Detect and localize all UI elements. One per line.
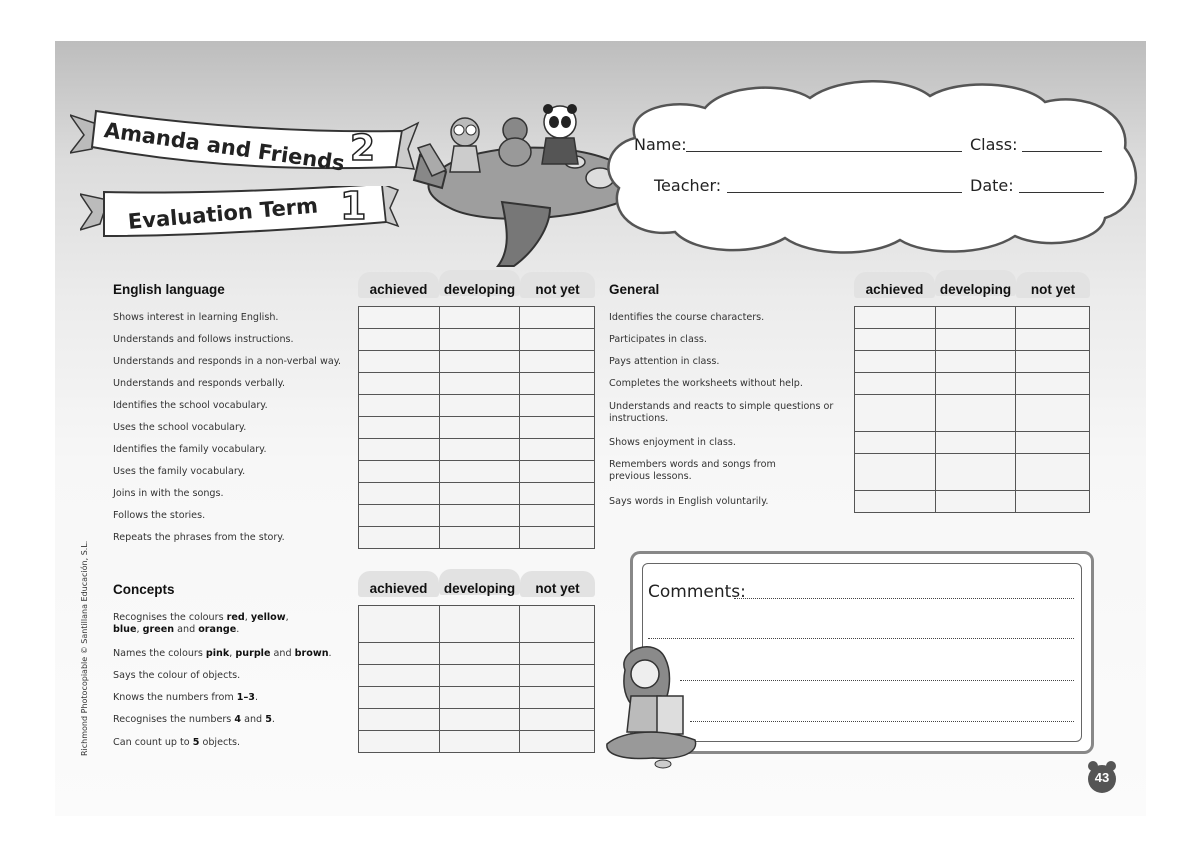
grid-cell[interactable]: [520, 665, 595, 687]
grid-cell[interactable]: [359, 351, 440, 373]
info-cloud: [605, 78, 1145, 263]
grid-cell[interactable]: [359, 606, 440, 643]
name-label: Name:: [634, 135, 687, 154]
grid-cell[interactable]: [855, 373, 936, 395]
class-label: Class:: [970, 135, 1018, 154]
grid-cell[interactable]: [855, 307, 936, 329]
general-item: Understands and reacts to simple questions or instructions.: [609, 401, 834, 424]
grid-cell[interactable]: [520, 307, 595, 329]
grid-cell[interactable]: [1016, 454, 1090, 491]
grid-cell[interactable]: [855, 395, 936, 432]
grid-cell[interactable]: [520, 709, 595, 731]
grid-cell[interactable]: [359, 373, 440, 395]
general-item: Shows enjoyment in class.: [609, 437, 736, 448]
grid-cell[interactable]: [439, 373, 520, 395]
grid-cell[interactable]: [359, 731, 440, 753]
grid-cell[interactable]: [520, 329, 595, 351]
grid-cell[interactable]: [1016, 307, 1090, 329]
grid-cell[interactable]: [439, 483, 520, 505]
grid-cell[interactable]: [439, 395, 520, 417]
col-not-yet: not yet: [1030, 282, 1076, 297]
grid-cell[interactable]: [520, 483, 595, 505]
general-item: Completes the worksheets without help.: [609, 378, 803, 389]
grid-cell[interactable]: [855, 432, 936, 454]
general-item: Remembers words and songs from previous lessons.: [609, 459, 776, 482]
grid-cell[interactable]: [439, 439, 520, 461]
grid-cell[interactable]: [520, 351, 595, 373]
comments-label: Comments:: [648, 582, 746, 602]
grid-cell[interactable]: [520, 643, 595, 665]
comment-line[interactable]: [734, 598, 1074, 599]
grid-cell[interactable]: [1016, 373, 1090, 395]
grid-cell[interactable]: [855, 329, 936, 351]
grid-cell[interactable]: [520, 731, 595, 753]
publisher-note: Richmond Photocopiable © Santillana Educación, S.L.: [80, 540, 89, 756]
grid-cell[interactable]: [935, 307, 1016, 329]
grid-cell[interactable]: [439, 687, 520, 709]
col-developing: developing: [443, 282, 516, 297]
grid-cell[interactable]: [1016, 329, 1090, 351]
concept-item: Names the colours pink, purple and brown.: [113, 648, 332, 659]
grid-cell[interactable]: [359, 461, 440, 483]
grid-cell[interactable]: [359, 665, 440, 687]
grid-cell[interactable]: [935, 491, 1016, 513]
concept-item: Says the colour of objects.: [113, 670, 241, 681]
col-achieved: achieved: [369, 282, 428, 297]
grid-cell[interactable]: [520, 417, 595, 439]
english-item: Understands and responds verbally.: [113, 378, 285, 389]
col-developing: developing: [939, 282, 1012, 297]
evaluation-title: Evaluation Term: [127, 193, 319, 234]
english-item: Identifies the school vocabulary.: [113, 400, 268, 411]
english-item: Understands and responds in a non-verbal way.: [113, 356, 342, 367]
grid-cell[interactable]: [935, 432, 1016, 454]
grid-cell[interactable]: [439, 665, 520, 687]
grid-cell[interactable]: [520, 461, 595, 483]
grid-cell[interactable]: [439, 351, 520, 373]
grid-cell[interactable]: [359, 709, 440, 731]
page-number: 43: [1094, 770, 1110, 785]
english-item: Uses the school vocabulary.: [113, 422, 247, 433]
book-level: 2: [350, 128, 376, 169]
grid-cell[interactable]: [520, 395, 595, 417]
grid-cell[interactable]: [359, 643, 440, 665]
concepts-title: Concepts: [113, 582, 175, 597]
book-title: Amanda and Friends: [102, 118, 347, 176]
concepts-grid: [358, 605, 595, 753]
english-item: Follows the stories.: [113, 510, 206, 521]
general-item: Says words in English voluntarily.: [609, 496, 769, 507]
grid-cell[interactable]: [359, 439, 440, 461]
grid-cell[interactable]: [520, 373, 595, 395]
english-item: Identifies the family vocabulary.: [113, 444, 267, 455]
general-grid: [854, 306, 1090, 513]
concept-item: Recognises the colours red, yellow, blue, green and orange.: [113, 612, 289, 635]
col-achieved: achieved: [369, 581, 428, 596]
grid-cell[interactable]: [439, 606, 520, 643]
grid-cell[interactable]: [1016, 395, 1090, 432]
grid-cell[interactable]: [935, 351, 1016, 373]
comment-line[interactable]: [690, 721, 1074, 722]
grid-cell[interactable]: [359, 527, 440, 549]
general-item: Identifies the course characters.: [609, 312, 765, 323]
grid-cell[interactable]: [439, 461, 520, 483]
english-item: Repeats the phrases from the story.: [113, 532, 285, 543]
english-grid: [358, 306, 595, 549]
date-field[interactable]: [1019, 192, 1104, 193]
grid-cell[interactable]: [1016, 491, 1090, 513]
concept-item: Knows the numbers from 1–3.: [113, 692, 259, 703]
concept-item: Recognises the numbers 4 and 5.: [113, 714, 275, 725]
class-field[interactable]: [1022, 151, 1102, 152]
english-item: Joins in with the songs.: [113, 488, 224, 499]
grid-cell[interactable]: [520, 606, 595, 643]
grid-cell[interactable]: [439, 329, 520, 351]
english-language-title: English language: [113, 282, 225, 297]
teacher-label: Teacher:: [654, 176, 722, 195]
grid-cell[interactable]: [520, 505, 595, 527]
grid-cell[interactable]: [935, 395, 1016, 432]
grid-cell[interactable]: [520, 527, 595, 549]
concept-item: Can count up to 5 objects.: [113, 737, 241, 748]
col-achieved: achieved: [865, 282, 924, 297]
grid-cell[interactable]: [1016, 351, 1090, 373]
col-not-yet: not yet: [535, 282, 580, 297]
name-field[interactable]: [686, 151, 962, 152]
grid-cell[interactable]: [359, 417, 440, 439]
grid-cell[interactable]: [1016, 432, 1090, 454]
grid-cell[interactable]: [359, 483, 440, 505]
english-item: Uses the family vocabulary.: [113, 466, 246, 477]
grid-cell[interactable]: [439, 505, 520, 527]
grid-cell[interactable]: [855, 454, 936, 491]
date-label: Date:: [970, 176, 1014, 195]
teacher-field[interactable]: [727, 192, 962, 193]
grid-cell[interactable]: [935, 329, 1016, 351]
grid-cell[interactable]: [359, 505, 440, 527]
grid-cell[interactable]: [439, 643, 520, 665]
english-item: Understands and follows instructions.: [113, 334, 294, 345]
general-item: Participates in class.: [609, 334, 707, 345]
evaluation-term: 1: [340, 184, 367, 228]
grid-cell[interactable]: [855, 491, 936, 513]
grid-cell[interactable]: [439, 731, 520, 753]
grid-cell[interactable]: [359, 687, 440, 709]
general-item: Pays attention in class.: [609, 356, 720, 367]
grid-cell[interactable]: [439, 417, 520, 439]
comment-line[interactable]: [680, 680, 1074, 681]
grid-cell[interactable]: [439, 307, 520, 329]
english-item: Shows interest in learning English.: [113, 312, 279, 323]
grid-cell[interactable]: [359, 395, 440, 417]
general-title: General: [609, 282, 660, 297]
col-developing: developing: [443, 581, 516, 596]
comment-line[interactable]: [648, 638, 1074, 639]
grid-cell[interactable]: [439, 709, 520, 731]
col-not-yet: not yet: [535, 581, 580, 596]
girl-reading-illustration: [603, 640, 703, 770]
grid-cell[interactable]: [935, 373, 1016, 395]
grid-cell[interactable]: [359, 307, 440, 329]
grid-cell[interactable]: [359, 329, 440, 351]
grid-cell[interactable]: [439, 527, 520, 549]
grid-cell[interactable]: [520, 439, 595, 461]
grid-cell[interactable]: [935, 454, 1016, 491]
grid-cell[interactable]: [855, 351, 936, 373]
grid-cell[interactable]: [520, 687, 595, 709]
